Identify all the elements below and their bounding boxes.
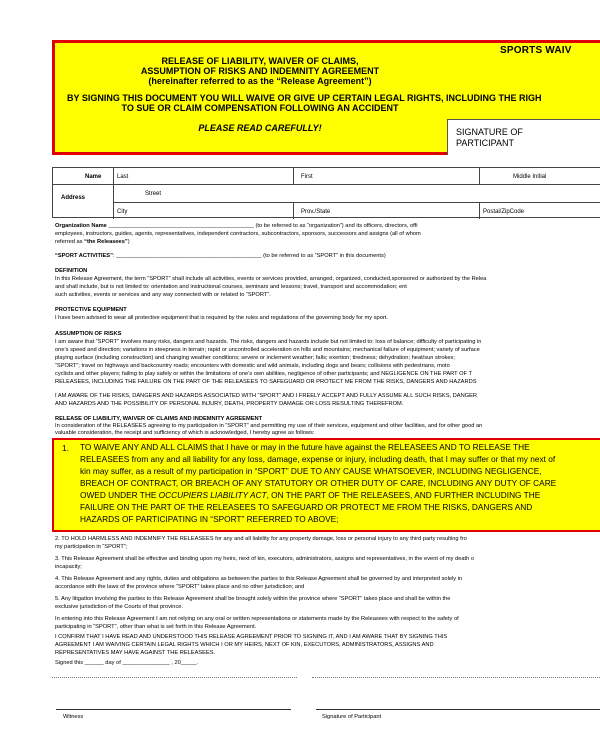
clause-line-7: HAZARDS OF PARTICIPATING IN “SPORT” REFERRED TO ABOVE; <box>80 514 339 524</box>
waiver-clause-box <box>52 438 600 532</box>
clause-5-line-2: exclusive jurisdiction of the Courts of that province. <box>55 604 184 610</box>
participant-info-table <box>52 167 600 218</box>
prov-state-field[interactable]: Prov./State <box>301 209 331 215</box>
clause-5-line-1: 5. Any litigation involving the parties to this Release Agreement shall be brought solely within the province where “SPORT” takes place and shall be within the <box>55 596 451 602</box>
definition-line-2: and shall include, but is not limited to: orientation and instructional courses, seminars and lessons; travel, transport and accommodation; ent <box>55 284 407 290</box>
release-line-2: valuable consideration, the receipt and sufficiency of which is acknowledged, I hereby agree as follows: <box>55 430 315 436</box>
protective-equipment-heading: PROTECTIVE EQUIPMENT <box>55 307 127 313</box>
organization-line: Organization Name ______________________________________________ (to be referred to as “organization”) and its officers, directors, offi <box>55 223 418 229</box>
entering-line-1: In entering into this Release Agreement I am not relying on any oral or written representations or statements made by the Releasees with respect to the safety of <box>55 616 459 622</box>
assumption-line-5: cyclists and other players; failing to play safely or within the limitations of one’s own abilities, negligence of other participants; and NEGLIGENCE ON THE PART OF T <box>55 371 472 377</box>
definition-line-3: such activities, events or services and any way connected with or related to “SPORT”. <box>55 292 271 298</box>
witness-signature-line[interactable] <box>56 709 291 710</box>
clause-line-2: RELEASEES from any and all liability for any loss, damage, expense or injury, including death, that I may suffer or that my next of <box>80 454 556 464</box>
definition-line-1: In this Release Agreement, the term “SPORT” shall include all activities, events or services provided, arranged, organized, conducted,sponsored or authorized by the Relea <box>55 276 487 282</box>
assumption-line-6: RELEASEES, INCLUDING THE FAILURE ON THE PART OF THE RELEASEES TO SAFEGUARD OR PROTECT ME FROM THE RISKS, DANGERS AND HAZARDS <box>55 379 477 385</box>
name-label: Name <box>85 174 102 180</box>
entering-line-2: participating in “SPORT”, other than what is set forth in this Release Agreement. <box>55 624 257 630</box>
assumption-line-2: one’s speed and direction; variations in steepness in terrain; rapid or uncontrolled acceleration on hills and mountains; mechanical failure of equipment; variety of surface <box>55 347 480 353</box>
participant-signature-line[interactable] <box>316 709 600 710</box>
title-line-2: ASSUMPTION OF RISKS AND INDEMNITY AGREEMENT <box>140 66 380 76</box>
protective-equipment-line: I have been advised to wear all protective equipment that is required by the rules and regulations of the governing body for my sport. <box>55 315 388 321</box>
assumption-risks-heading: ASSUMPTION OF RISKS <box>55 331 122 337</box>
title-line-3: (hereinafter referred to as the “Release Agreement”) <box>148 76 372 86</box>
definition-heading: DEFINITION <box>55 268 88 274</box>
street-field[interactable]: Street <box>145 191 162 197</box>
assumption-line-1: I am aware that “SPORT” involves many risks, dangers and hazards. The risks, dangers and hazards include but not limited to: loss of balance; difficulty of participating in <box>55 339 482 345</box>
city-field[interactable]: City <box>117 209 128 215</box>
assumption-line-3: playing surface (including construction) and changing weather conditions; severe or inclement weather; falls; exertion; tiredness; dehydration; heat/sun strokes; <box>55 355 455 361</box>
participant-area-top <box>312 677 600 678</box>
clause-line-3: kin may suffer, as a result of my participation in “SPORT” DUE TO ANY CAUSE WHATSOEVER, INCLUDING NEGLIGENCE, <box>80 466 542 476</box>
clause-line-1: TO WAIVE ANY AND ALL CLAIMS that I have or may in the future have against the RELEASEES AND TO RELEASE THE <box>80 442 530 452</box>
signature-box-label-1: SIGNATURE OF <box>456 127 523 137</box>
title-line-1: RELEASE OF LIABILITY, WAIVER OF CLAIMS, <box>161 56 359 66</box>
signature-box-label-2: PARTICIPANT <box>456 138 515 148</box>
clause-4-line-2: accordance with the laws of the province where “SPORT” takes place and no other jurisdiction; and <box>55 584 305 590</box>
first-name-field[interactable]: First <box>301 174 313 180</box>
witness-area-top <box>52 677 297 678</box>
clause-line-5: OWED UNDER THE OCCUPIERS LIABILITY ACT, ON THE PART OF THE RELEASEES, AND FURTHER INCLUDING THE <box>80 490 541 500</box>
participant-signature-label: Signature of Participant <box>322 714 382 720</box>
awareness-line-1: I AM AWARE OF THE RISKS, DANGERS AND HAZARDS ASSOCIATED WITH “SPORT” AND I FREELY ACCEPT AND FULLY ASSUME ALL SUCH RISKS, DANGER <box>55 393 478 399</box>
clause-number: 1. <box>62 443 69 453</box>
clause-3-line-1: 3. This Release Agreement shall be effective and binding upon my heirs, next of kin, executors, administrators, assigns and representatives, in the event of my death o <box>55 556 475 562</box>
sport-activities-line: “SPORT ACTIVITIES”: ______________________________________________ (to be referred to as “SPORT” in this documents) <box>55 253 386 259</box>
clause-4-line-1: 4. This Release Agreement and any rights, duties and obligations as between the parties to this Release Agreement shall be governed by and interpreted solely in <box>55 576 463 582</box>
read-carefully: PLEASE READ CAREFULLY! <box>198 123 322 133</box>
clause-2-line-2: my participation in “SPORT”; <box>55 544 128 550</box>
release-heading: RELEASE OF LIABILITY, WAIVER OF CLAIMS AND INDEMNITY AGREEMENT <box>55 416 263 422</box>
organization-line-2: employees, instructors, guides, agents, representatives, independent contractors, subcontractors, sponsors, successors and assigns (all of whom <box>55 231 421 237</box>
confirm-line-3: REPRESENTATIVES MAY HAVE AGAINST THE RELEASEES. <box>55 650 216 656</box>
clause-line-4: BREACH OF CONTRACT, OR BREACH OF ANY STATUTORY OR OTHER DUTY OF CARE, INCLUDING ANY DUTY OF CARE <box>80 478 557 488</box>
organization-line-3: referred as “the Releasees”) <box>55 239 130 245</box>
sports-waiver-label: SPORTS WAIV <box>500 45 572 56</box>
clause-line-6: FAILURE ON THE PART OF THE RELEASEES TO SAFEGUARD OR PROTECT ME FROM THE RISKS, DANGERS AND <box>80 502 533 512</box>
last-name-field[interactable]: Last <box>117 174 129 180</box>
confirm-line-1: I CONFIRM THAT I HAVE READ AND UNDERSTOOD THIS RELEASE AGREEMENT PRIOR TO SIGNING IT, AND I AM AWARE THAT BY SIGNING THIS <box>55 634 448 640</box>
signed-date-line[interactable]: Signed this ______ day of _______________ , 20_____. <box>55 660 199 666</box>
clause-3-line-2: incapacity; <box>55 564 82 570</box>
signing-warning-1: BY SIGNING THIS DOCUMENT YOU WILL WAIVE OR GIVE UP CERTAIN LEGAL RIGHTS, INCLUDING THE RIGH <box>67 93 542 103</box>
release-line-1: In consideration of the RELEASEES agreeing to my participation in “SPORT” and permitting my use of their services, equipment and other facilities, and for other good an <box>55 423 483 429</box>
participant-signature-box[interactable] <box>447 119 600 155</box>
postal-code-field[interactable]: Postal/ZipCode <box>483 209 525 215</box>
awareness-line-2: AND HAZARDS AND THE POSSIBILITY OF PERSONAL INJURY, DEATH, PROPERTY DAMAGE OR LOSS RESULTING THEREFROM. <box>55 401 404 407</box>
middle-initial-field[interactable]: Middle Initial <box>513 174 547 180</box>
assumption-line-4: “SPORT”; travel on highways and backcountry roads; encounters with domestic and wild animals, including dogs and bears; collisions with pedestrians, moto <box>55 363 450 369</box>
confirm-line-2: AGREEMENT I AM WAIVING CERTAIN LEGAL RIGHTS WHICH I OR MY HEIRS, NEXT OF KIN, EXECUTORS, ADMINISTRATORS, ASSIGNS AND <box>55 642 434 648</box>
header-box <box>52 40 600 155</box>
clause-2-line-1: 2. TO HOLD HARMLESS AND INDEMNIFY THE RELEASEES for any and all liability for any property damage, loss or personal injury to any third party resulting fro <box>55 536 467 542</box>
signing-warning-2: TO SUE OR CLAIM COMPENSATION FOLLOWING AN ACCIDENT <box>121 103 399 113</box>
witness-label: Witness <box>63 714 84 720</box>
address-label: Address <box>61 195 86 201</box>
